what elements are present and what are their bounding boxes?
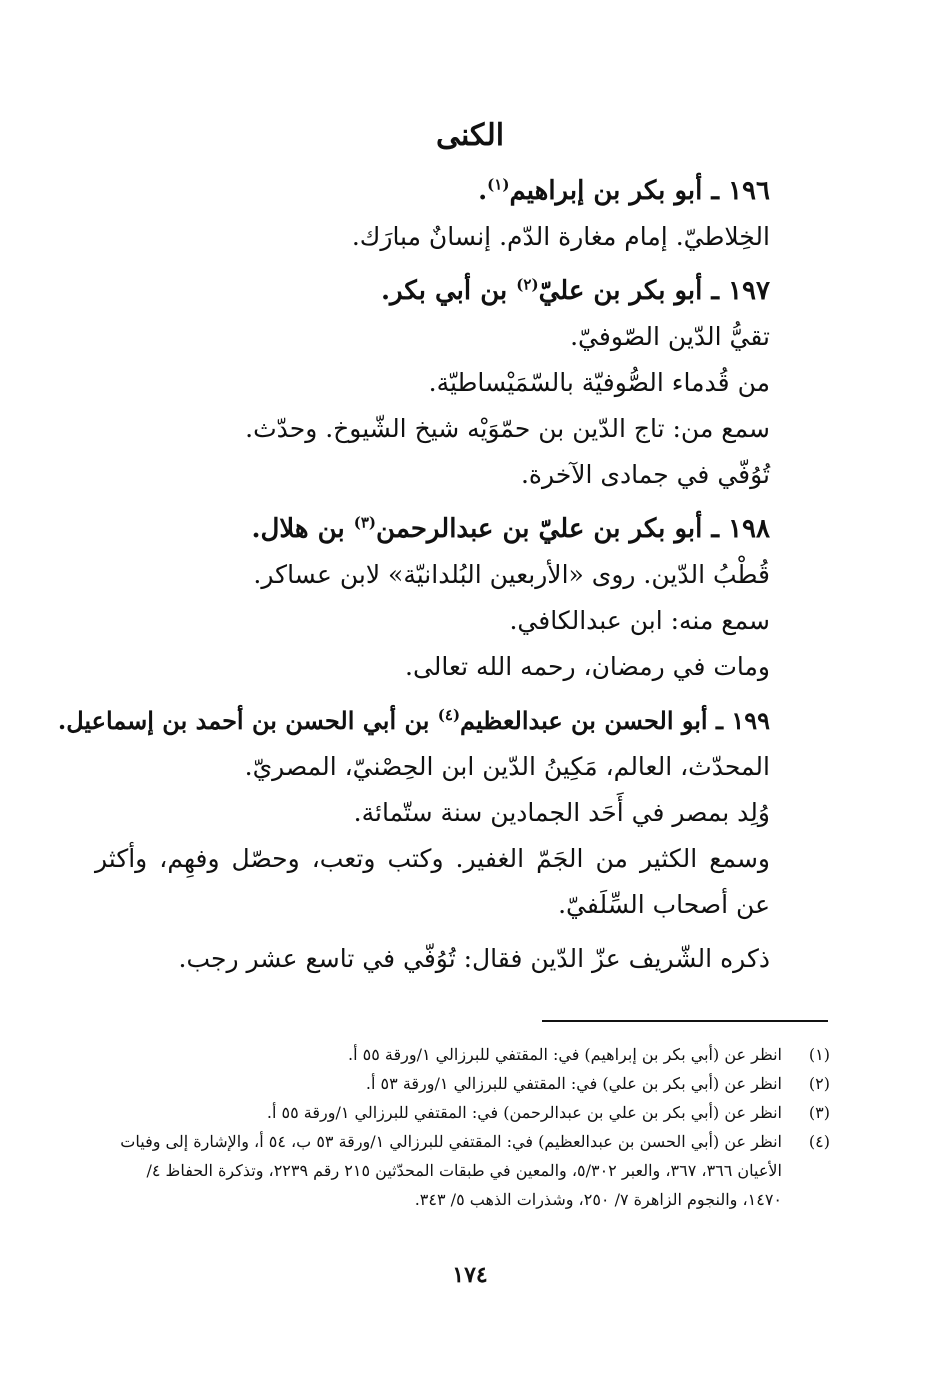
footnote-text: انظر عن (أبي بكر بن علي) في: المقتفي للبرزالي ١/ورقة ٥٣ أ. <box>365 1074 782 1093</box>
footnote-4 <box>110 1127 830 1214</box>
entry-line: سمع منه: ابن عبدالكافي. <box>509 606 770 635</box>
footnote-2 <box>110 1069 830 1098</box>
footnote-marker: (٤) <box>437 706 461 724</box>
page-number: ١٧٤ <box>452 1262 488 1288</box>
footnote-text: انظر عن (أبي بكر بن علي بن عبدالرحمن) في: المقتفي للبرزالي ١/ورقة ٥٥ أ. <box>266 1103 782 1122</box>
footnote-text: انظر عن (أبي بكر بن إبراهيم) في: المقتفي للبرزالي ١/ورقة ٥٥ أ. <box>348 1045 782 1064</box>
footnote-3 <box>110 1098 830 1127</box>
footnote-number: (٣) <box>808 1103 830 1122</box>
entry-line: المحدّث، العالم، مَكِينُ الدّين ابن الحِصْنيّ، المصريّ. <box>244 752 770 781</box>
entry-line: تُوُفّي في جمادى الآخرة. <box>520 460 770 489</box>
entry-line: قُطْبُ الدّين. روى «الأربعين البُلدانيّة» لابن عساكر. <box>253 560 770 589</box>
entry-line: من قُدماء الصُّوفيّة بالسّمَيْساطيّة. <box>428 368 770 397</box>
entry-line: الخِلاطيّ. إمام مغارة الدّم. إنسانٌ مبارَك. <box>351 222 770 251</box>
footnote-number: (٤) <box>808 1132 830 1151</box>
footnote-marker: (٢) <box>516 275 539 294</box>
footnote-1 <box>110 1040 830 1069</box>
entry-title-rest: بن أبي الحسن بن أحمد بن إسماعيل. <box>57 706 438 735</box>
entry-title-text: ١٩٩ ـ أبو الحسن بن عبدالعظيم <box>460 706 770 735</box>
entry-197 <box>95 268 770 498</box>
footnote-text: انظر عن (أبي الحسن بن عبدالعظيم) في: المقتفي للبرزالي ١/ورقة ٥٣ ب، ٥٤ أ، والإشارة إلى وفيات الأعيان ٣٦٦، ٣٦٧، والعبر ٥/٣٠٢، والمعين في طبقات المحدّثين ٢١٥ رقم ٢٢٣٩، وتذكرة الحفاظ ٤/ ١٤٧٠، والنجوم الزاهرة ٧/ ٢٥٠، وشذرات الذهب ٥/ ٣٤٣. <box>120 1132 782 1209</box>
entry-line: وُلِد بمصر في أَحَد الجمادين سنة ستّمائة. <box>353 798 770 827</box>
footnote-marker: (٣) <box>353 513 377 532</box>
entry-title <box>95 168 770 214</box>
entry-title <box>95 506 770 552</box>
footnote-marker: (١) <box>487 175 510 194</box>
footnotes <box>110 1040 830 1214</box>
footnote-number: (١) <box>808 1045 830 1064</box>
entry-title-rest: بن أبي بكر. <box>380 276 517 306</box>
entry-title <box>57 698 770 744</box>
entry-line: ومات في رمضان، رحمه الله تعالى. <box>405 652 770 681</box>
entry-line: تقيُّ الدّين الصّوفيّ. <box>570 322 770 351</box>
entry-196 <box>95 168 770 260</box>
entry-199 <box>57 698 770 982</box>
entry-title-rest: . <box>478 176 488 206</box>
running-header: الكنى <box>435 118 505 153</box>
entry-title-text: ١٩٧ ـ أبو بكر بن عليّ <box>538 276 770 306</box>
entry-line: ذكره الشّريف عزّ الدّين فقال: تُوُفّي في تاسع عشر رجب. <box>178 944 770 973</box>
entry-198 <box>95 506 770 690</box>
page-body <box>57 168 770 988</box>
entry-title-rest: بن هلال. <box>251 514 354 544</box>
entry-title-text: ١٩٦ ـ أبو بكر بن إبراهيم <box>509 176 770 206</box>
entry-line: سمع من: تاج الدّين بن حمّوَيْه شيخ الشّيوخ. وحدّث. <box>245 414 770 443</box>
entry-title-text: ١٩٨ ـ أبو بكر بن عليّ بن عبدالرحمن <box>376 514 770 544</box>
footnote-number: (٢) <box>808 1074 830 1093</box>
entry-title <box>95 268 770 314</box>
footnote-divider <box>542 1020 828 1022</box>
entry-line: وسمع الكثير من الجَمّ الغفير. وكتب وتعب، وحصّل وفهِم، وأكثر عن أصحاب السِّلَفيّ. <box>95 844 770 919</box>
